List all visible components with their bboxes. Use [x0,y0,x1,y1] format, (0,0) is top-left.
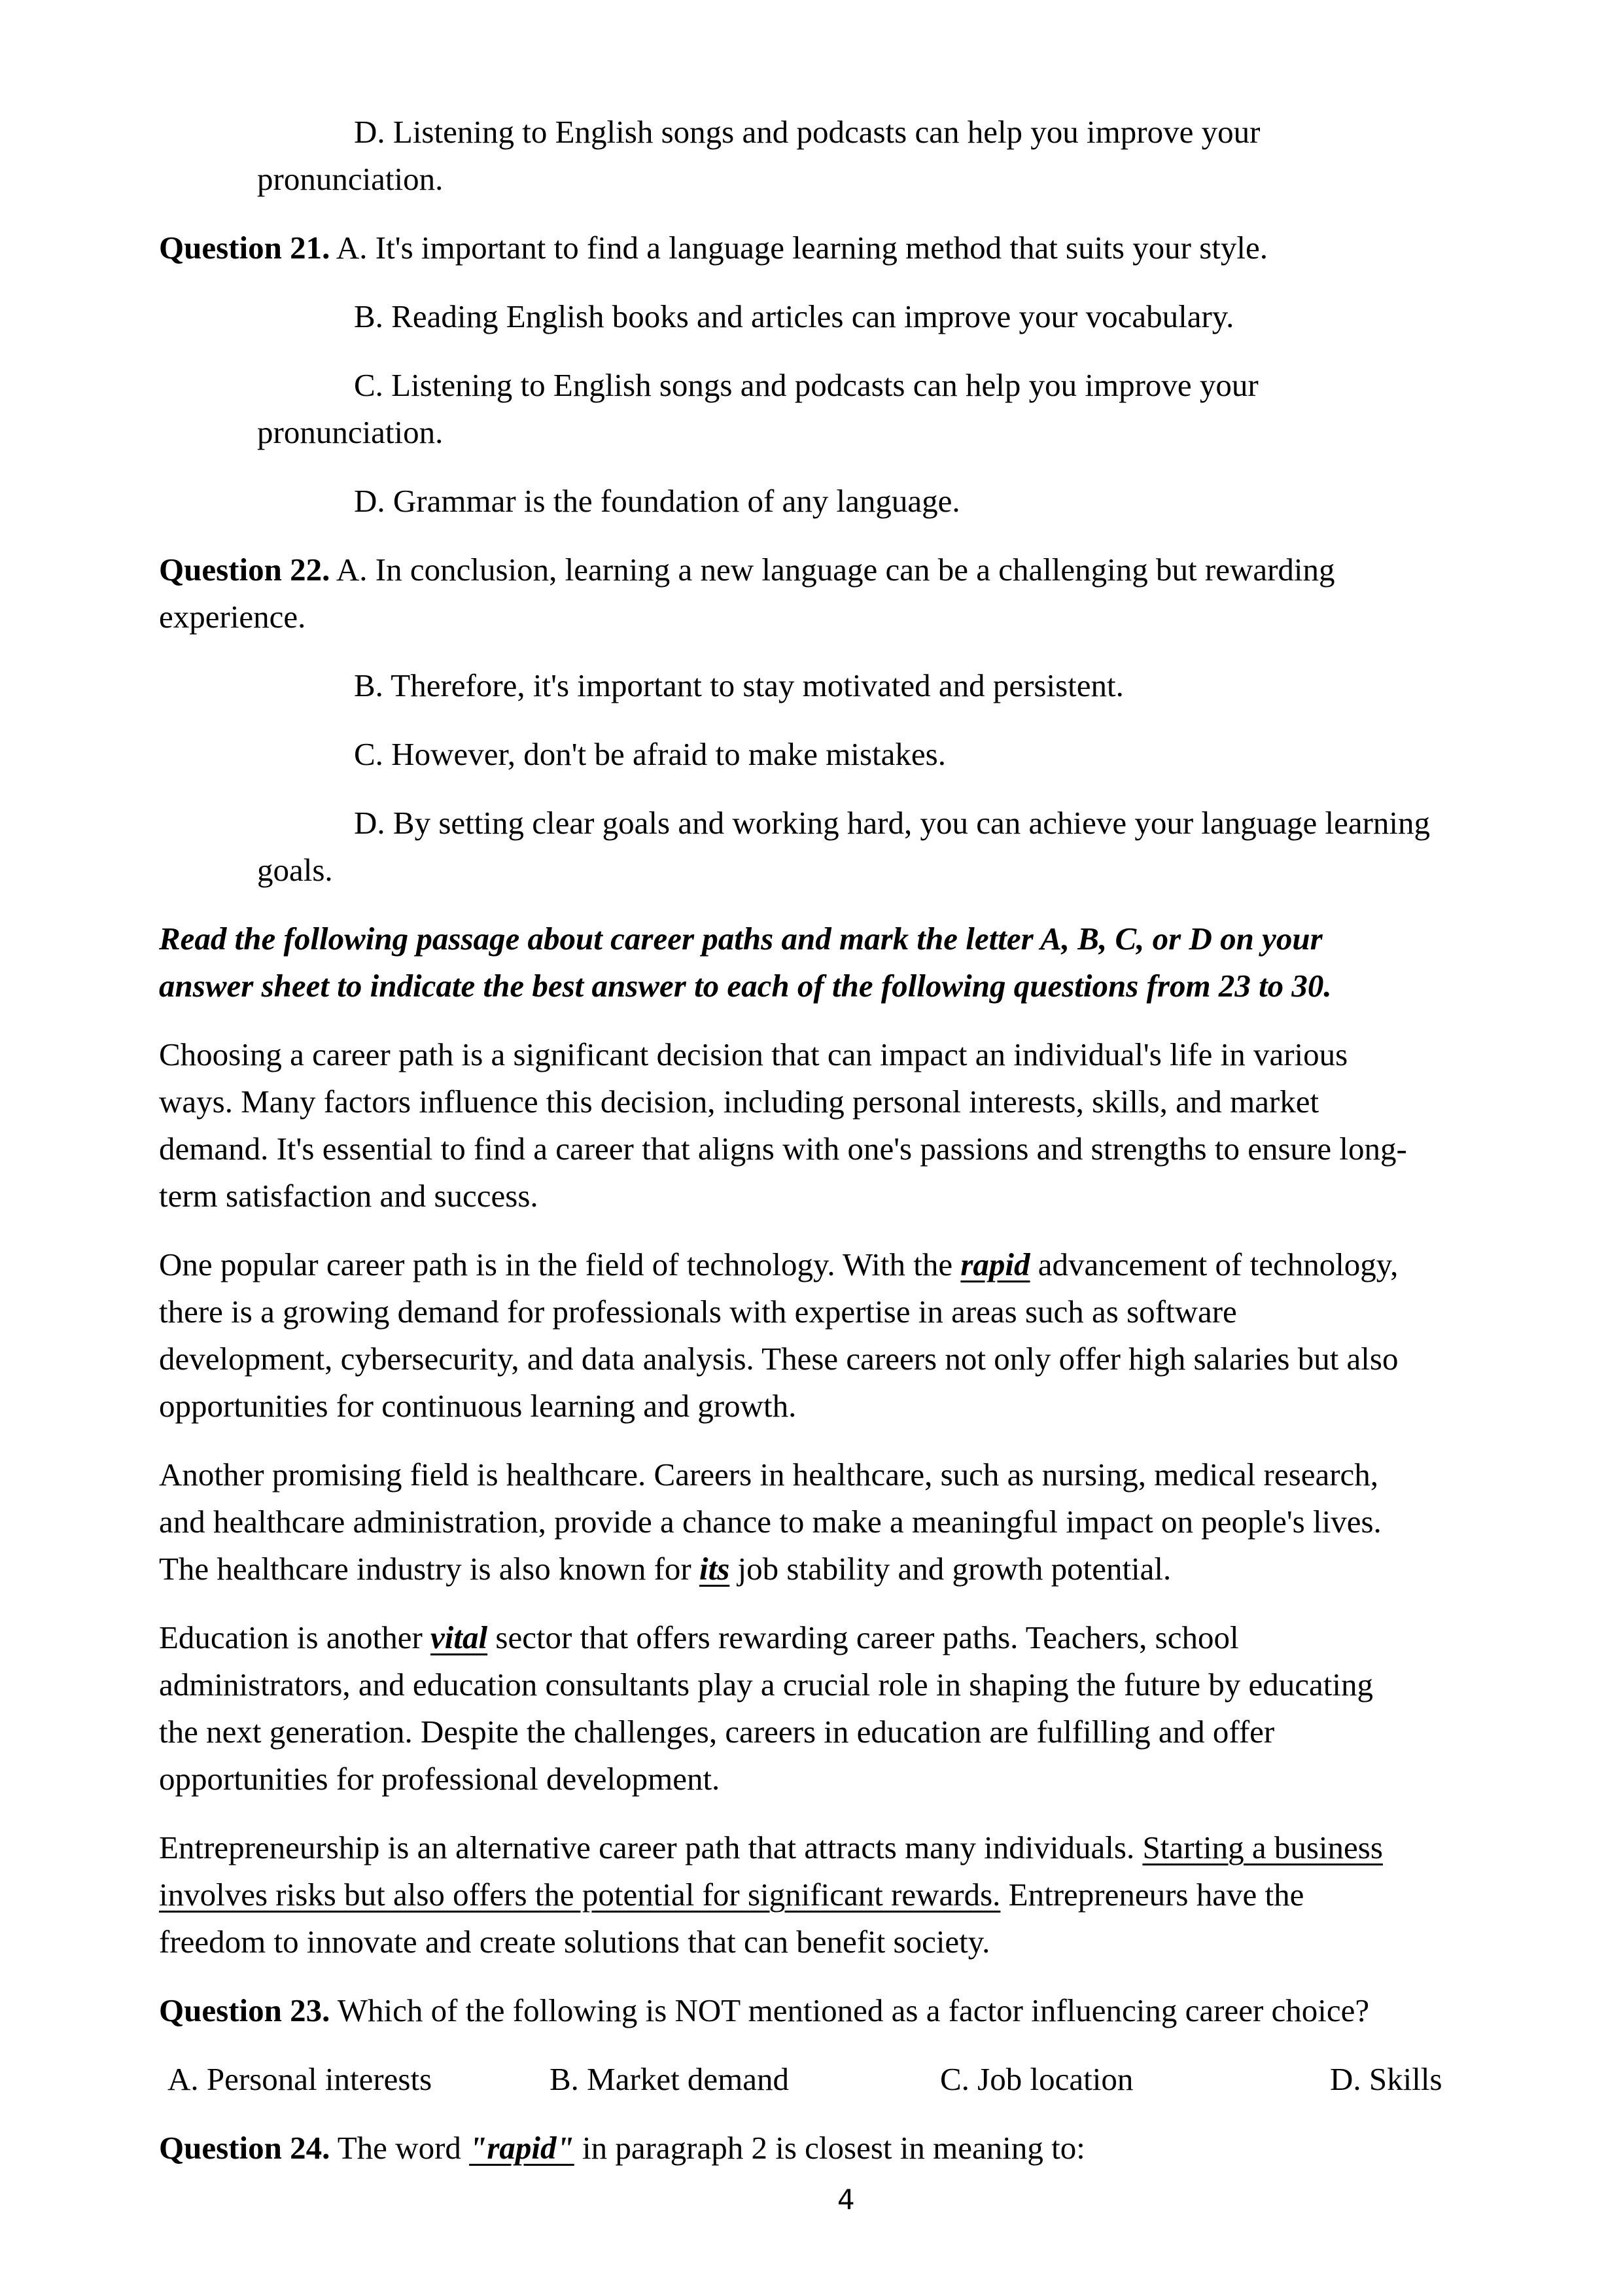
underlined-sentence-part-2: involves risks but also offers the potential for significant rewards. [159,1877,1001,1913]
passage-p5-line-2: involves risks but also offers the potential for significant rewards. Entrepreneurs have the [159,1877,1304,1913]
q23-label: Question 23. [159,1992,330,2028]
passage-p1-line-4: term satisfaction and success. [159,1178,538,1214]
highlight-word-its: its [699,1551,730,1587]
highlight-word-rapid: rapid [960,1246,1030,1282]
instruction-line-1: Read the following passage about career paths and mark the letter A, B, C, or D on your [159,921,1323,957]
q21-option-c-cont: pronunciation. [257,414,444,450]
underlined-sentence-part-1: Starting a business [1142,1829,1383,1865]
passage-p1-line-1: Choosing a career path is a significant decision that can impact an individual's life in various [159,1036,1348,1072]
passage-p3-line-3: The healthcare industry is also known for its job stability and growth potential. [159,1551,1172,1587]
q22-question [159,546,1335,593]
passage-p4-line-4: opportunities for professional development. [159,1761,720,1797]
q22-option-a[interactable]: A. In conclusion, learning a new language can be a challenging but rewarding [336,552,1335,588]
passage-p3-line-1: Another promising field is healthcare. Careers in healthcare, such as nursing, medical research, [159,1457,1379,1492]
passage-p4-line-1: Education is another vital sector that offers rewarding career paths. Teachers, school [159,1619,1239,1655]
passage-p5-line-3: freedom to innovate and create solutions that can benefit society. [159,1924,990,1960]
passage-p5-line-1: Entrepreneurship is an alternative career path that attracts many individuals. Starting a business [159,1829,1383,1865]
q22-option-c[interactable]: C. However, don't be afraid to make mistakes. [354,736,946,772]
q23-question [159,1987,1369,2034]
q21-option-b[interactable]: B. Reading English books and articles can improve your vocabulary. [354,298,1234,334]
passage-p1-line-2: ways. Many factors influence this decision, including personal interests, skills, and market [159,1084,1319,1120]
q24-question: Question 24. The word "rapid" in paragraph 2 is closest in meaning to: [159,2130,1085,2166]
q22-option-d-cont: goals. [257,852,333,888]
passage-p1-line-3: demand. It's essential to find a career that aligns with one's passions and strengths to ensure long- [159,1131,1407,1167]
passage-p2-line-4: opportunities for continuous learning and growth. [159,1388,797,1424]
q23-text: Which of the following is NOT mentioned as a factor influencing career choice? [337,1992,1370,2028]
q20-option-d-cont: pronunciation. [257,161,444,197]
q23-option-d[interactable]: D. Skills [1330,2061,1442,2097]
instruction-line-2: answer sheet to indicate the best answer to each of the following questions from 23 to 30. [159,968,1332,1004]
q21-question [159,224,1268,272]
passage-p4-line-3: the next generation. Despite the challenges, careers in education are fulfilling and offer [159,1714,1275,1750]
q21-option-d[interactable]: D. Grammar is the foundation of any language. [354,483,960,519]
q23-option-b[interactable]: B. Market demand [550,2061,790,2097]
q22-option-d[interactable]: D. By setting clear goals and working hard, you can achieve your language learning [354,805,1431,841]
highlight-word-vital: vital [430,1619,488,1655]
passage-p4-line-2: administrators, and education consultants play a crucial role in shaping the future by educating [159,1667,1373,1703]
passage-p2-line-3: development, cybersecurity, and data analysis. These careers not only offer high salaries but also [159,1341,1399,1377]
q22-label: Question 22. [159,552,330,588]
passage-p2-line-1: One popular career path is in the field of technology. With the rapid advancement of technology, [159,1246,1399,1282]
passage-p3-line-2: and healthcare administration, provide a chance to make a meaningful impact on people's lives. [159,1504,1382,1540]
q24-word-rapid: "rapid" [469,2130,574,2166]
q22-option-b[interactable]: B. Therefore, it's important to stay motivated and persistent. [354,667,1124,703]
q21-option-a[interactable]: A. It's important to find a language learning method that suits your style. [336,230,1268,266]
page-number: 4 [837,2183,855,2216]
q21-label: Question 21. [159,230,330,266]
q23-option-a[interactable]: A. Personal interests [167,2061,432,2097]
q21-option-c[interactable]: C. Listening to English songs and podcasts can help you improve your [354,367,1259,403]
passage-p2-line-2: there is a growing demand for professionals with expertise in areas such as software [159,1294,1237,1330]
q24-label: Question 24. [159,2130,330,2166]
q22-option-a-cont: experience. [159,599,306,635]
q23-option-c[interactable]: C. Job location [940,2061,1134,2097]
q20-option-d[interactable]: D. Listening to English songs and podcasts can help you improve your [354,114,1261,150]
